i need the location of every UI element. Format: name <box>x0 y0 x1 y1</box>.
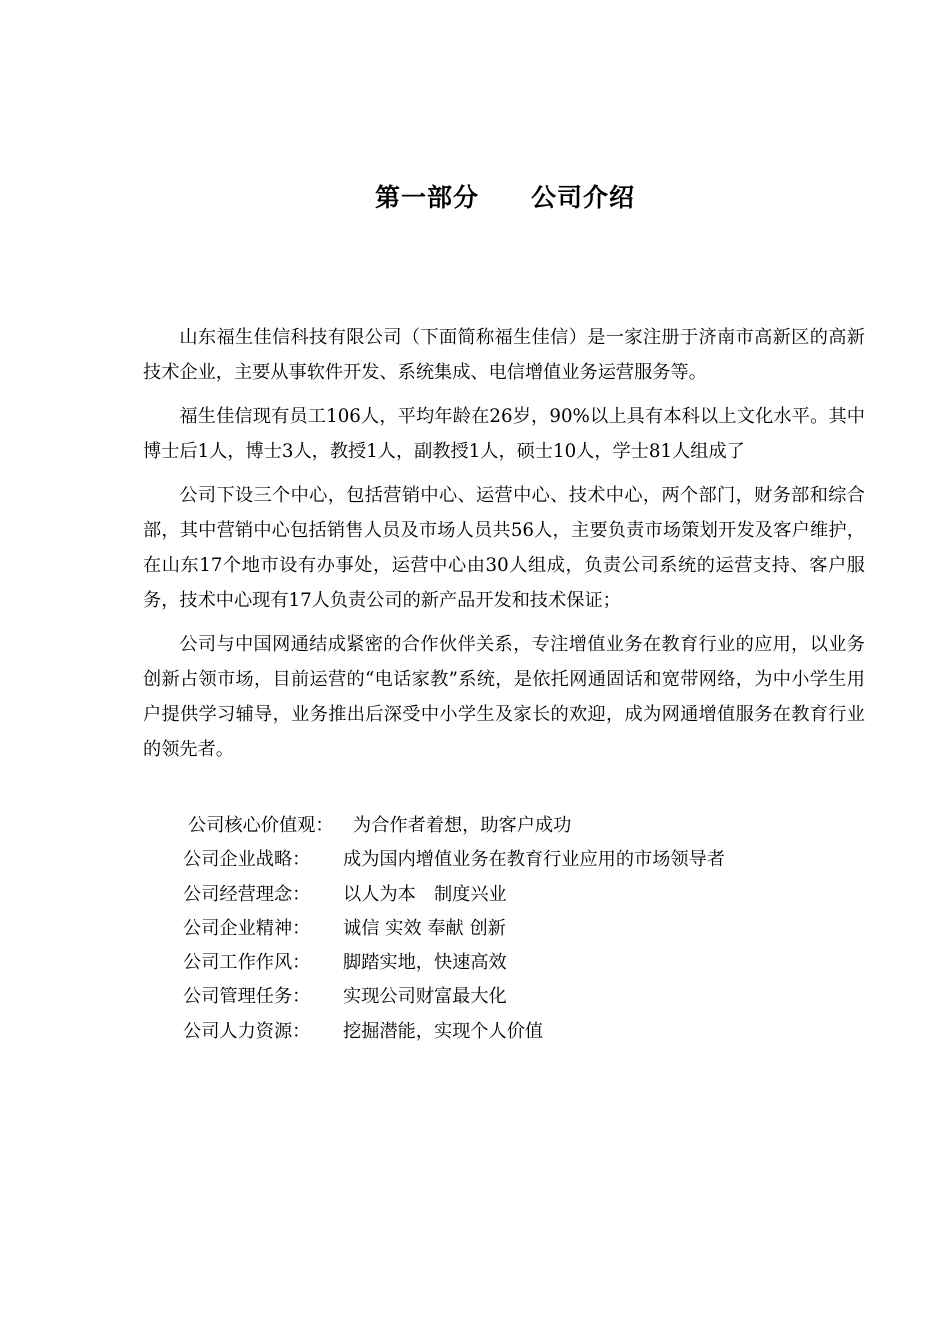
title-part: 第一部分 <box>374 183 479 212</box>
title-heading: 公司介绍 <box>531 183 636 212</box>
value-text: 诚信 实效 奉献 创新 <box>343 917 506 939</box>
value-row-management-task <box>183 980 725 1014</box>
value-label: 公司工作作风： <box>183 952 311 974</box>
value-row-work-style <box>183 946 725 980</box>
value-label: 公司经营理念： <box>183 883 311 905</box>
value-row-core-values <box>183 809 725 843</box>
value-label: 公司核心价值观： <box>188 815 334 836</box>
value-row-human-resources <box>183 1015 725 1049</box>
value-row-philosophy <box>183 878 725 912</box>
company-introduction-body <box>143 320 865 776</box>
page-title <box>0 178 950 214</box>
paragraph-organization: 公司下设三个中心，包括营销中心、运营中心、技术中心，两个部门，财务部和综合部，其中营销中心包括销售人员及市场人员共56人，主要负责市场策划开发及客户维护，在山东17个地市设有办事处，运营中心由30人组成，负责公司系统的运营支持、客户服务，技术中心现有17人负责公司的新产品开发和技术保证； <box>143 485 865 611</box>
value-text: 挖掘潜能，实现个人价值 <box>343 1020 544 1042</box>
value-text: 为合作者着想，助客户成功 <box>353 815 572 836</box>
paragraph-partnership: 公司与中国网通结成紧密的合作伙伴关系，专注增值业务在教育行业的应用，以业务创新占领市场，目前运营的“电话家教”系统，是依托网通固话和宽带网络，为中小学生用户提供学习辅导，业务推出后深受中小学生及家长的欢迎，成为网通增值服务在教育行业的领先者。 <box>143 634 865 760</box>
value-label: 公司企业精神： <box>183 917 311 939</box>
value-text: 脚踏实地，快速高效 <box>343 952 507 974</box>
value-text: 成为国内增值业务在教育行业应用的市场领导者 <box>343 849 725 871</box>
value-text: 以人为本 制度兴业 <box>343 883 507 905</box>
value-row-strategy <box>183 843 725 877</box>
value-label: 公司人力资源： <box>183 1020 311 1042</box>
paragraph-overview: 山东福生佳信科技有限公司（下面简称福生佳信）是一家注册于济南市高新区的高新技术企业，主要从事软件开发、系统集成、电信增值业务运营服务等。 <box>143 327 865 383</box>
company-values-list <box>183 809 725 1049</box>
paragraph-staff: 福生佳信现有员工106人，平均年龄在26岁，90%以上具有本科以上文化水平。其中博士后1人，博士3人，教授1人，副教授1人，硕士10人，学士81人组成了 <box>143 406 865 462</box>
value-text: 实现公司财富最大化 <box>343 986 507 1008</box>
value-label: 公司管理任务： <box>183 986 311 1008</box>
value-label: 公司企业战略： <box>183 849 311 871</box>
value-row-spirit <box>183 912 725 946</box>
